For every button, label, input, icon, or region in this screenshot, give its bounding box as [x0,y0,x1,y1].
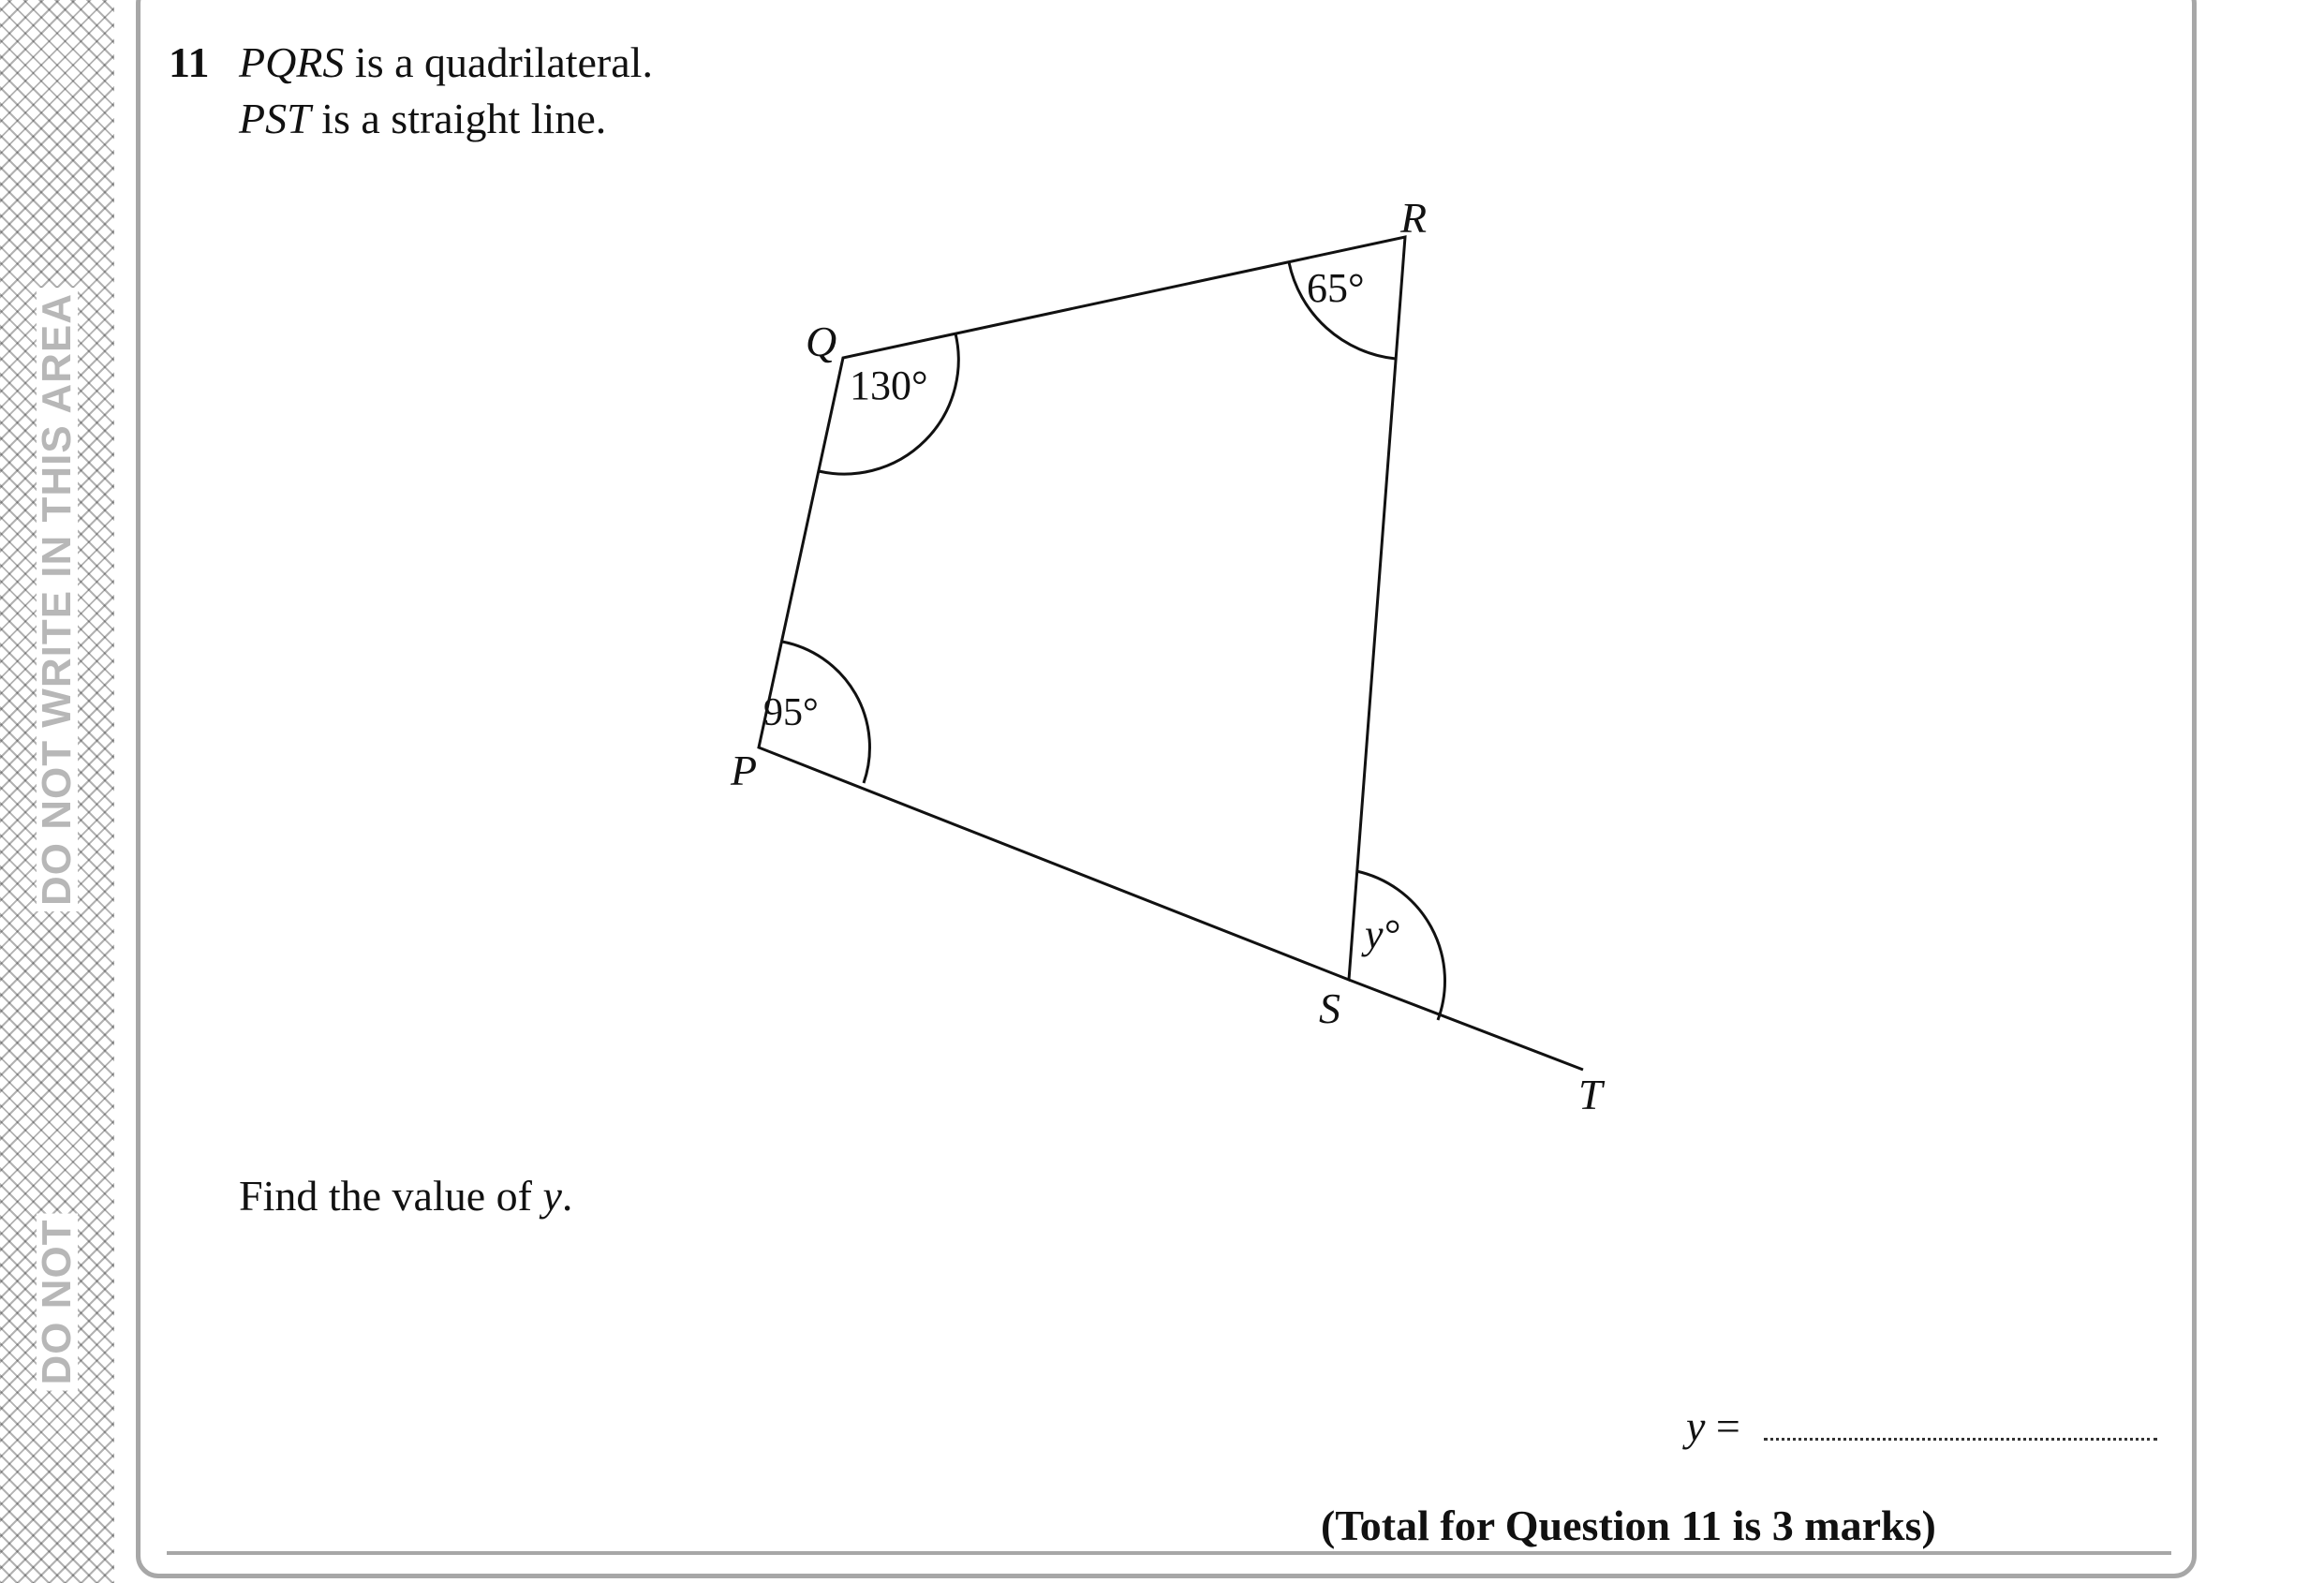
point-q-label: Q [806,318,837,365]
point-p-label: P [731,747,758,794]
answer-field[interactable] [1764,1400,2157,1441]
point-t-label: T [1578,1071,1603,1118]
prompt-text: Find the value of [239,1172,543,1220]
do-not-write-partial-label: DO NOT [37,1213,78,1390]
answer-variable: y [1686,1402,1706,1450]
line-st [1349,980,1583,1070]
answer-line [1686,1400,2157,1451]
prompt-period: . [561,1172,573,1220]
angle-y-label: y° [1365,911,1400,957]
prompt-variable: y [542,1172,562,1220]
question-line-2-text: is a straight line. [310,95,607,142]
angle-r-label: 65° [1307,265,1365,311]
question-line-1-text: is a quadrilateral. [344,38,653,86]
point-r-label: R [1400,194,1428,242]
bottom-rule [167,1551,2171,1555]
total-marks: (Total for Question 11 is 3 marks) [1321,1502,1936,1549]
line-name: PST [239,95,311,142]
do-not-write-label: DO NOT WRITE IN THIS AREA [37,288,78,911]
angle-p-label: 95° [763,691,819,734]
point-s-label: S [1319,984,1340,1032]
quadrilateral-pqrs [759,237,1405,980]
answer-equals: = [1715,1402,1740,1450]
question-number: 11 [169,38,210,86]
quadrilateral-name: PQRS [239,38,345,86]
question-prompt [239,1171,572,1221]
angle-q-label: 130° [850,362,928,408]
